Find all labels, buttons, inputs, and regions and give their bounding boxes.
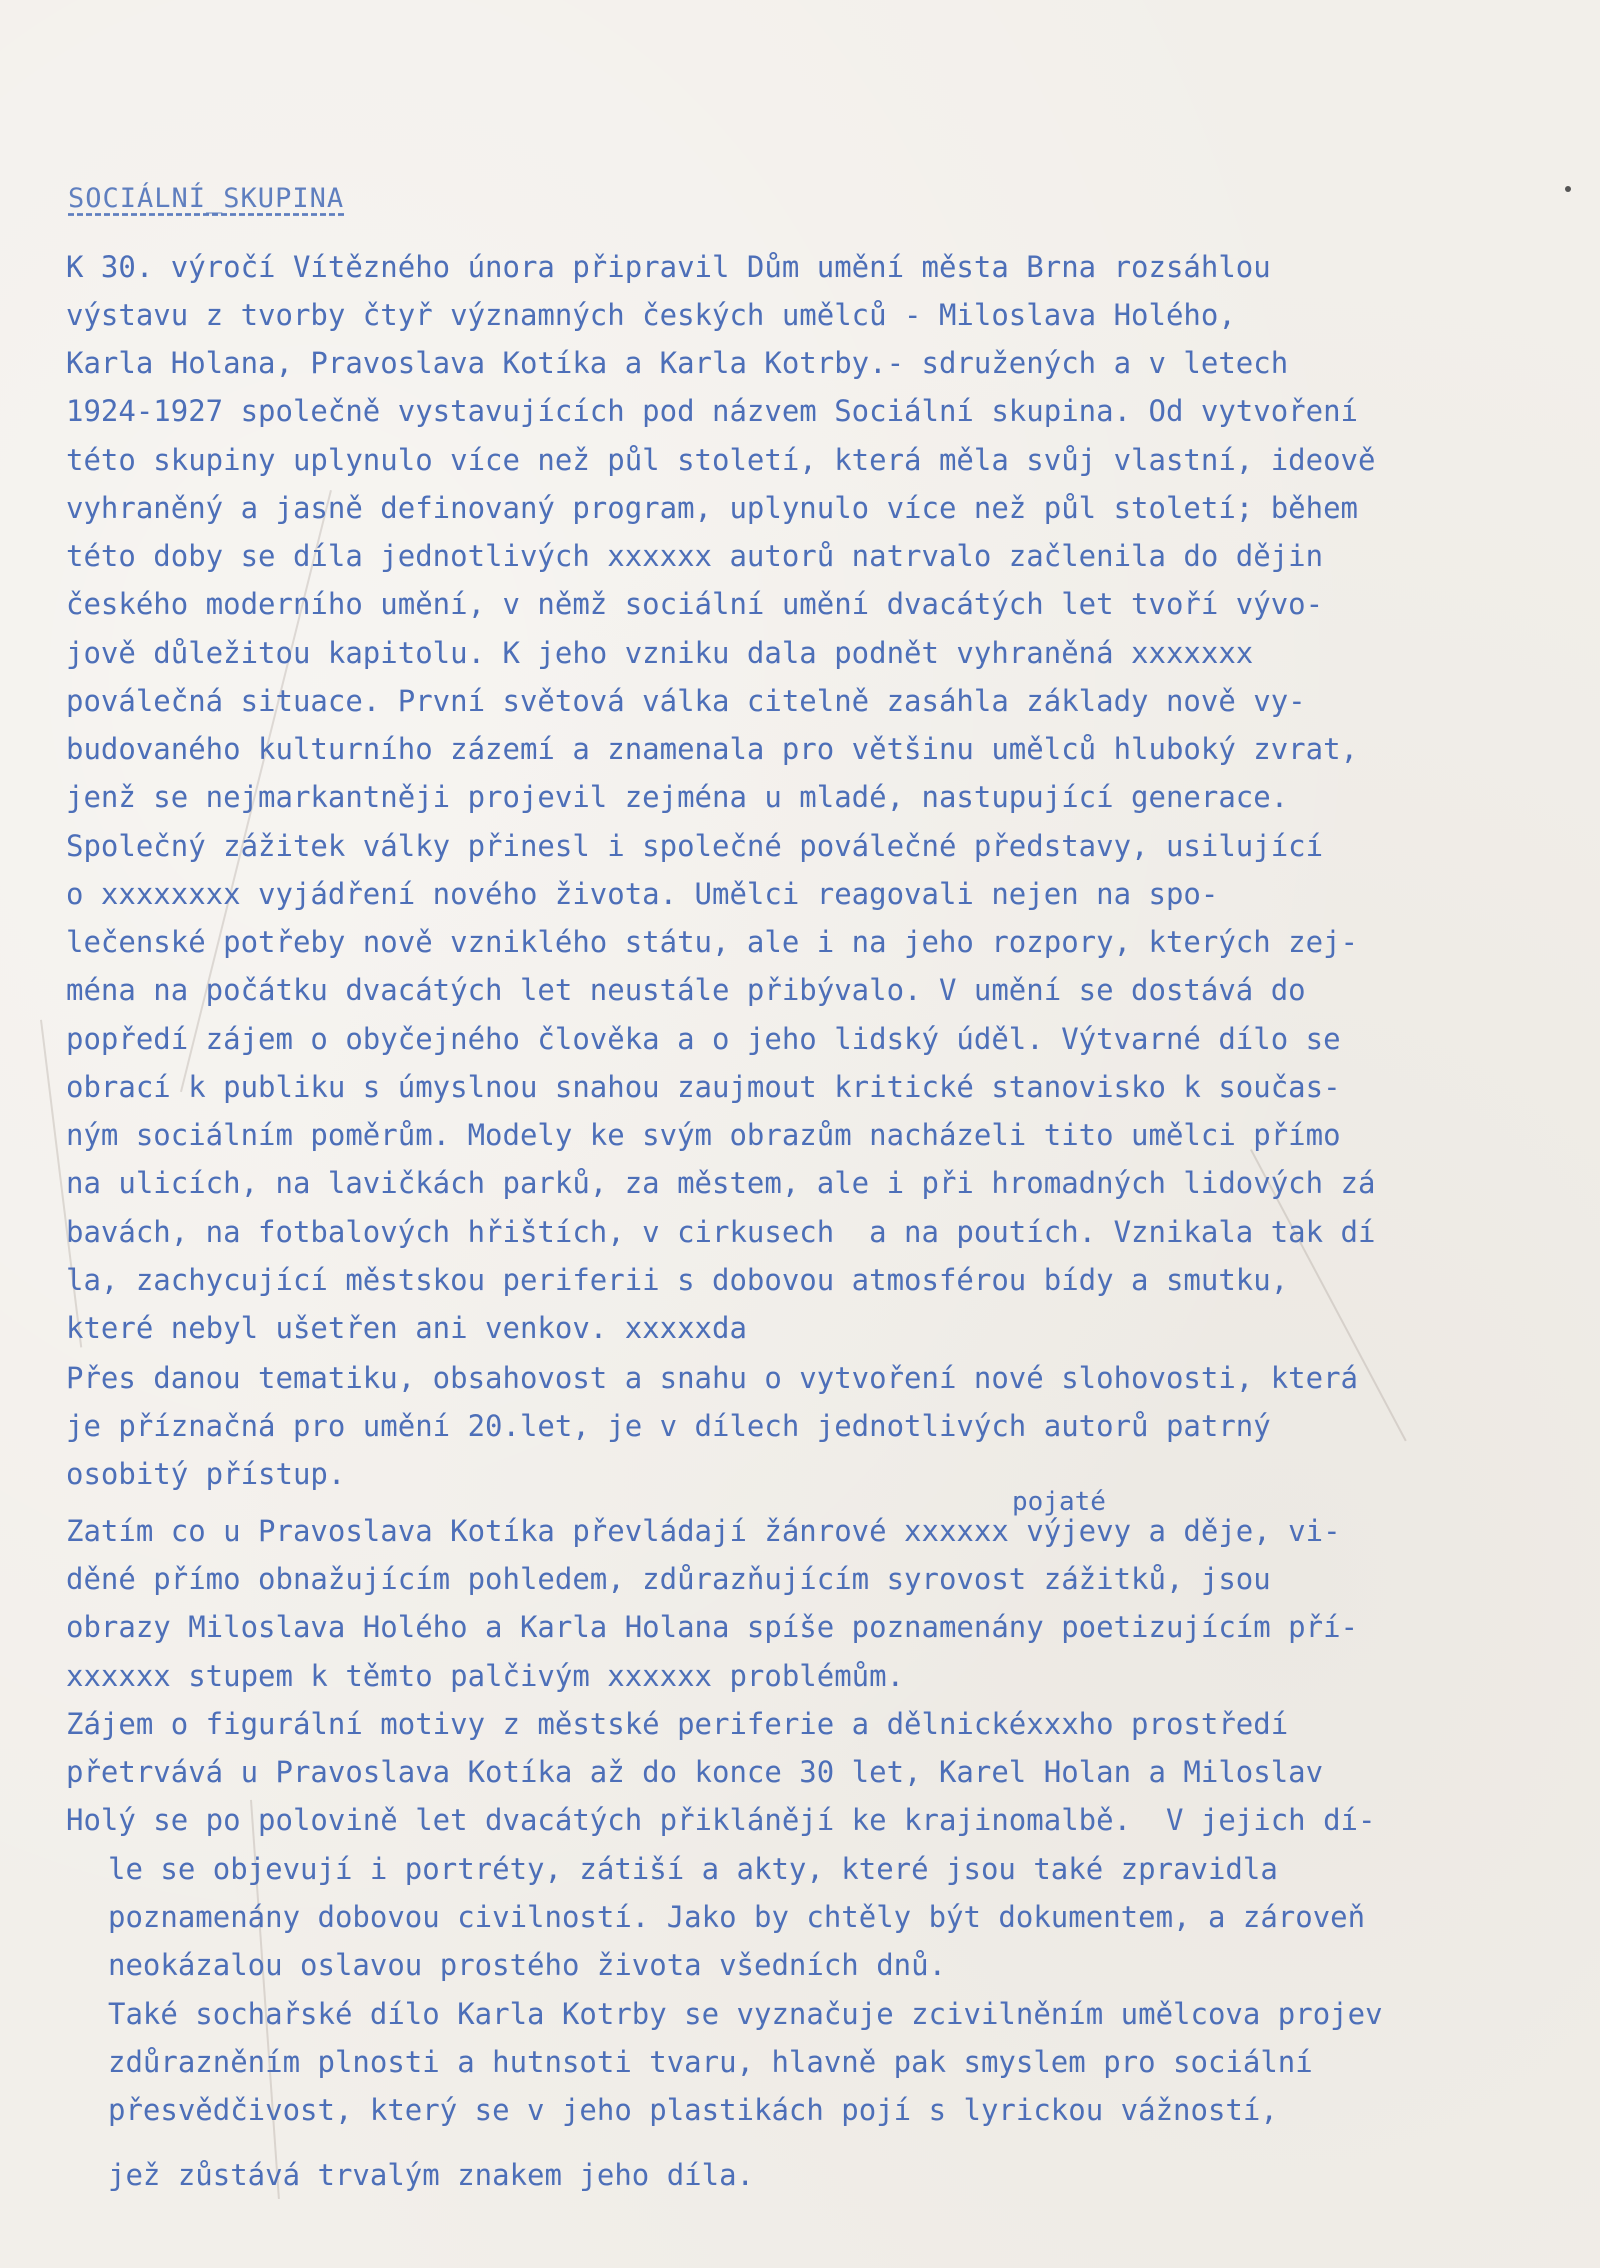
text-line: zdůrazněním plnosti a hutnsoti tvaru, hlavně pak smyslem pro sociální [108,2045,1313,2079]
text-line: obrací k publiku s úmyslnou snahou zaujmout kritické stanovisko k součas- [66,1070,1341,1104]
text-line: této skupiny uplynulo více než půl století, která měla svůj vlastní, ideově [66,443,1376,477]
text-line: je příznačná pro umění 20.let, je v dílech jednotlivých autorů patrný [66,1409,1271,1443]
text-line: přesvědčivost, který se v jeho plastikách pojí s lyrickou vážností, [108,2093,1278,2127]
text-line: ným sociálním poměrům. Modely ke svým obrazům nacházeli tito umělci přímo [66,1118,1341,1152]
text-line: jenž se nejmarkantněji projevil zejména u mladé, nastupující generace. [66,780,1289,814]
text-line: obrazy Miloslava Holého a Karla Holana spíše poznamenány poetizujícím pří- [66,1610,1359,1644]
text-line: bavách, na fotbalových hřištích, v cirkusech a na poutích. Vznikala tak dí [66,1215,1376,1249]
text-line: Holý se po polovině let dvacátých přiklánějí ke krajinomalbě. V jejich dí- [66,1803,1376,1837]
text-line: Přes danou tematiku, obsahovost a snahu o vytvoření nové slohovosti, která [66,1361,1359,1395]
text-line: Karla Holana, Pravoslava Kotíka a Karla Kotrby.- sdružených a v letech [66,346,1289,380]
text-line: popředí zájem o obyčejného člověka a o jeho lidský úděl. Výtvarné dílo se [66,1022,1341,1056]
text-line: výstavu z tvorby čtyř významných českých umělců - Miloslava Holého, [66,298,1236,332]
text-line: vyhraněný a jasně definovaný program, uplynulo více než půl století; během [66,491,1359,525]
text-line: la, zachycující městskou periferii s dobovou atmosférou bídy a smutku, [66,1263,1289,1297]
inserted-word: pojaté [1012,1487,1106,1517]
text-line: lečenské potřeby nově vzniklého státu, ale i na jeho rozpory, kterých zej- [66,925,1359,959]
text-line: českého moderního umění, v němž sociální umění dvacátých let tvoří vývo- [66,587,1324,621]
text-line: xxxxxx stupem k těmto palčivým xxxxxx problémům. [66,1659,905,1693]
text-line: poznamenány dobovou civilností. Jako by chtěly být dokumentem, a zároveň [108,1900,1366,1934]
text-line: o xxxxxxxx vyjádření nového života. Umělci reagovali nejen na spo- [66,877,1219,911]
text-line: Zájem o figurální motivy z městské periferie a dělnickéxxxho prostředí [66,1707,1289,1741]
text-line: této doby se díla jednotlivých xxxxxx autorů natrvalo začlenila do dějin [66,539,1324,573]
text-line: jež zůstává trvalým znakem jeho díla. [108,2158,755,2192]
text-line: poválečná situace. První světová válka citelně zasáhla základy nově vy- [66,684,1306,718]
text-line: děné přímo obnažujícím pohledem, zdůrazňujícím syrovost zážitků, jsou [66,1562,1271,1596]
text-line: jově důležitou kapitolu. K jeho vzniku dala podnět vyhraněná xxxxxxx [66,636,1254,670]
text-line: přetrvává u Pravoslava Kotíka až do konce 30 let, Karel Holan a Miloslav [66,1755,1324,1789]
text-line: osobitý přístup. [66,1457,346,1491]
text-line: Společný zážitek války přinesl i společné poválečné představy, usilující [66,829,1324,863]
text-line: Zatím co u Pravoslava Kotíka převládají žánrové xxxxxx výjevy a děje, vi- [66,1514,1341,1548]
text-line: ména na počátku dvacátých let neustále přibývalo. V umění se dostává do [66,973,1306,1007]
text-line: 1924-1927 společně vystavujících pod názvem Sociální skupina. Od vytvoření [66,394,1359,428]
text-line: na ulicích, na lavičkách parků, za městem, ale i při hromadných lidových zá [66,1166,1376,1200]
text-line: které nebyl ušetřen ani venkov. xxxxxda [66,1311,747,1345]
text-line: neokázalou oslavou prostého života všedních dnů. [108,1948,947,1982]
text-line: K 30. výročí Vítězného února připravil Dům umění města Brna rozsáhlou [66,250,1271,284]
text-line: Také sochařské dílo Karla Kotrby se vyznačuje zcivilněním umělcova projev [108,1997,1383,2031]
text-line: le se objevují i portréty, zátiší a akty, které jsou také zpravidla [108,1852,1278,1886]
ink-dot [1565,186,1571,192]
document-heading: SOCIÁLNÍ_SKUPINA [68,183,345,214]
text-line: budovaného kulturního zázemí a znamenala pro většinu umělců hluboký zvrat, [66,732,1359,766]
